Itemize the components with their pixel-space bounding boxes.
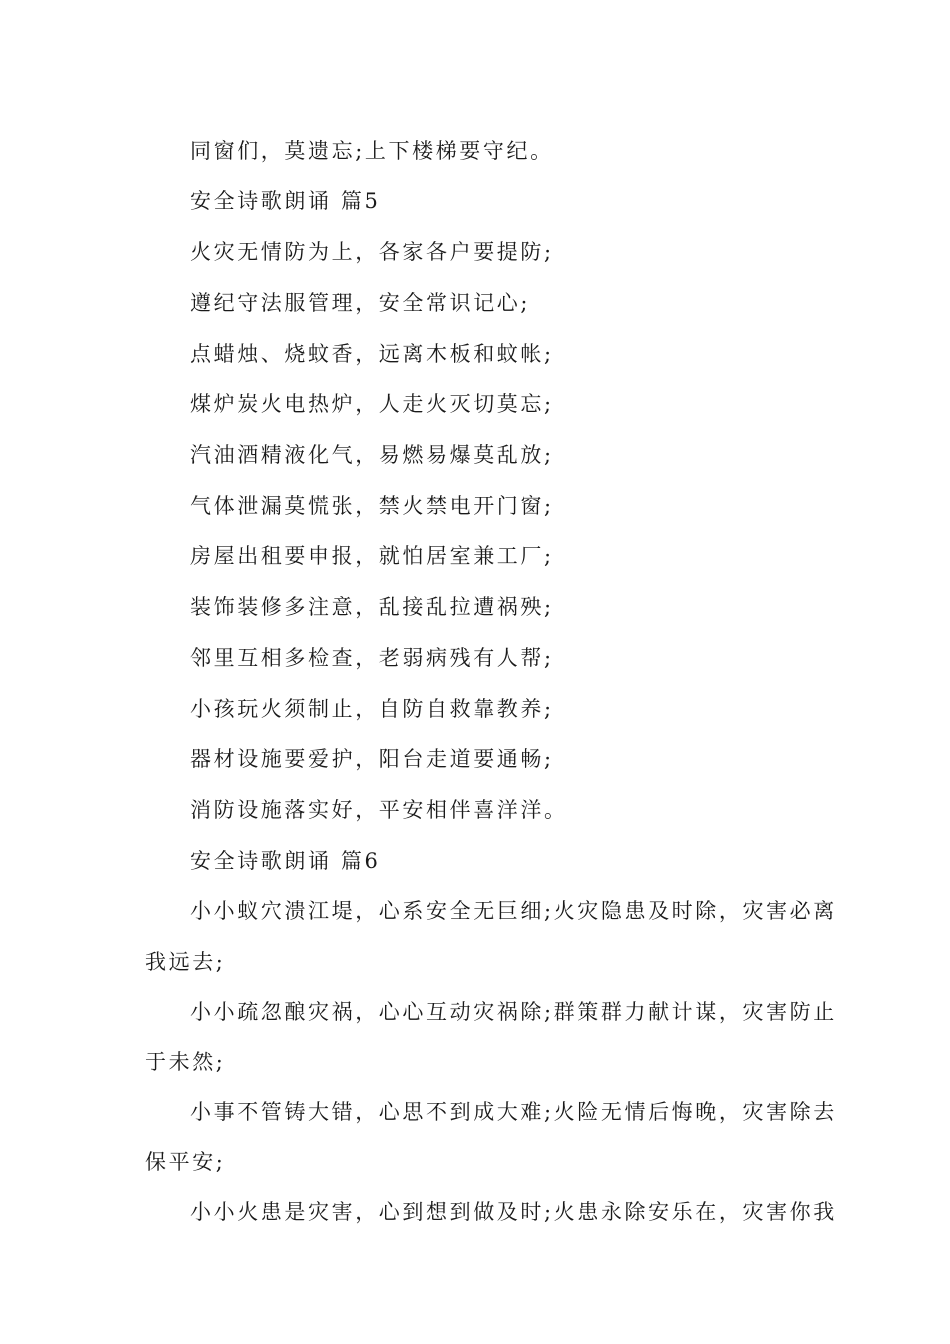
poem-line: 小小疏忽酿灾祸，心心互动灾祸除;群策群力献计谋，灾害防止 xyxy=(190,1000,837,1024)
poem-line: 小小蚁穴溃江堤，心系安全无巨细;火灾隐患及时除，灾害必离 xyxy=(190,899,837,923)
poem-line: 小孩玩火须制止，自防自救靠教养; xyxy=(190,697,554,721)
poem-line: 遵纪守法服管理，安全常识记心; xyxy=(190,291,531,315)
poem-line: 点蜡烛、烧蚊香，远离木板和蚊帐; xyxy=(190,342,554,366)
section-heading: 安全诗歌朗诵 篇5 xyxy=(190,189,381,213)
poem-line: 气体泄漏莫慌张，禁火禁电开门窗; xyxy=(190,494,554,518)
poem-line: 小小火患是灾害，心到想到做及时;火患永除安乐在，灾害你我 xyxy=(190,1200,837,1224)
poem-line: 消防设施落实好，平安相伴喜洋洋。 xyxy=(190,798,568,822)
poem-line: 邻里互相多检查，老弱病残有人帮; xyxy=(190,646,554,670)
poem-line: 汽油酒精液化气，易燃易爆莫乱放; xyxy=(190,443,554,467)
paragraph-line: 同窗们，莫遗忘;上下楼梯要守纪。 xyxy=(190,139,554,163)
section-heading: 安全诗歌朗诵 篇6 xyxy=(190,849,381,873)
poem-line: 房屋出租要申报，就怕居室兼工厂; xyxy=(190,544,554,568)
poem-line-continuation: 我远去; xyxy=(145,950,226,974)
poem-line-continuation: 保平安; xyxy=(145,1150,226,1174)
poem-line: 煤炉炭火电热炉，人走火灭切莫忘; xyxy=(190,392,554,416)
poem-line: 装饰装修多注意，乱接乱拉遭祸殃; xyxy=(190,595,554,619)
poem-line-continuation: 于未然; xyxy=(145,1050,226,1074)
poem-line: 小事不管铸大错，心思不到成大难;火险无情后悔晚，灾害除去 xyxy=(190,1100,837,1124)
poem-line: 器材设施要爱护，阳台走道要通畅; xyxy=(190,747,554,771)
poem-line: 火灾无情防为上，各家各户要提防; xyxy=(190,240,554,264)
